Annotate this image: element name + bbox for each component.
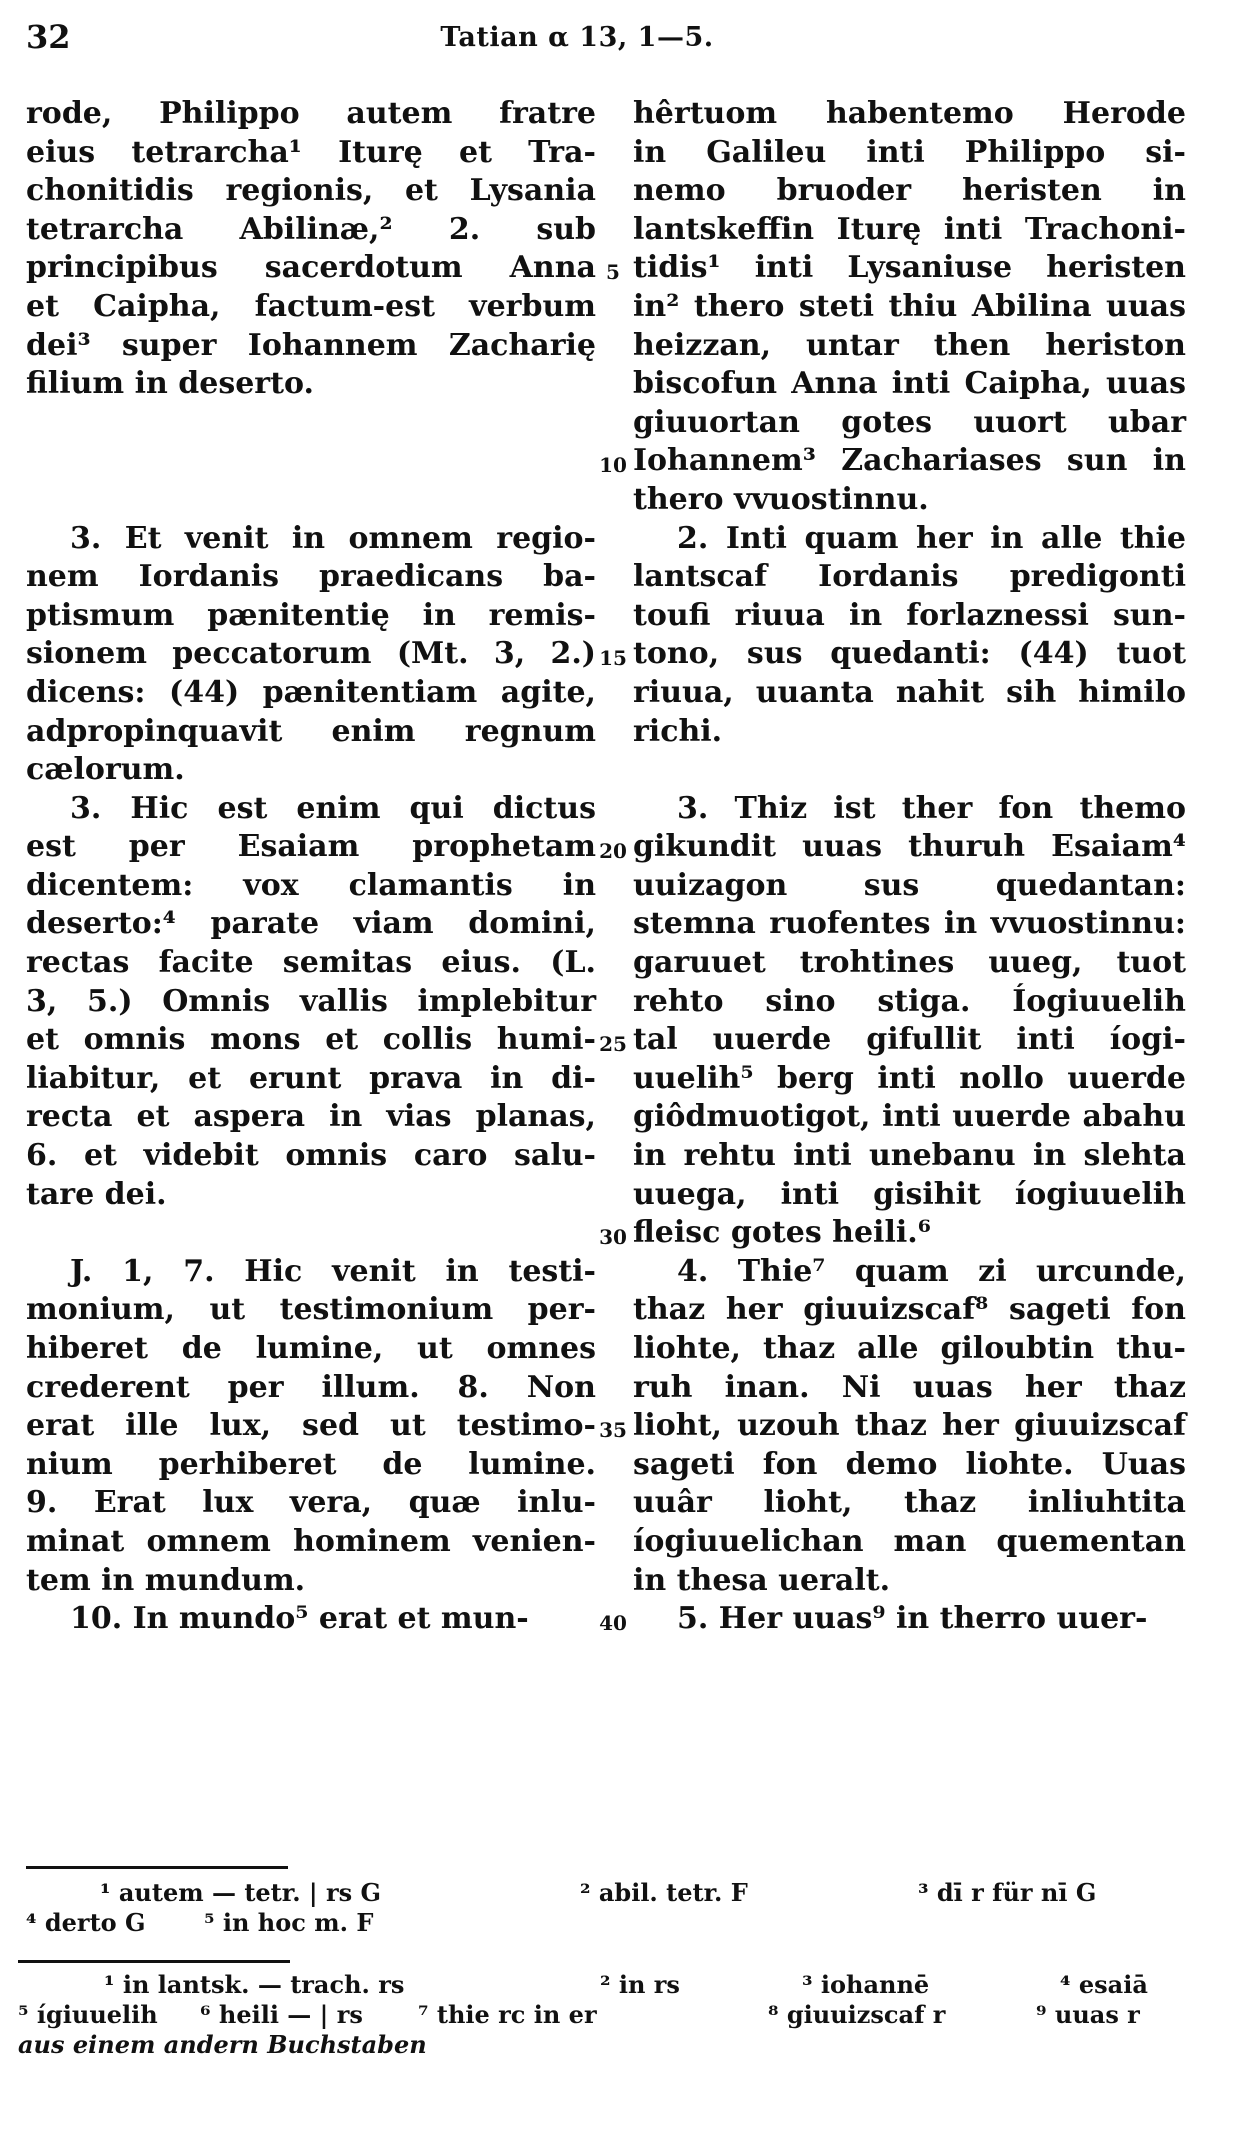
text-line: 3. Thiz ist ther fon themo	[677, 790, 1186, 826]
text-line: 10. In mundo⁵ erat et mun-	[70, 1601, 529, 1637]
text-line: ruh inan. Ni uuas her thaz	[633, 1369, 1186, 1405]
footnote: ⁴ derto G	[26, 1908, 146, 1937]
footnote: aus einem andern Buchstaben	[18, 2030, 427, 2059]
text-line: dei³ super Iohannem Zacharię	[26, 327, 596, 363]
footnote: ⁶ heili — | rs	[200, 2000, 363, 2029]
text-line: hiberet de lumine, ut omnes	[26, 1331, 596, 1366]
text-line: in Galileu inti Philippo si-	[633, 134, 1186, 170]
text-line: rode, Philippo autem fratre	[26, 96, 596, 131]
text-line	[26, 404, 596, 443]
footnote: ¹ in lantsk. — trach. rs	[104, 1970, 405, 1999]
line-number: 25	[599, 1032, 627, 1057]
footnote: ² abil. tetr. F	[580, 1878, 748, 1907]
text-line	[26, 481, 596, 520]
footnote: ⁹ uuas r	[1036, 2000, 1140, 2029]
text-line: giôdmuotigot, inti uuerde abahu	[633, 1099, 1186, 1135]
text-line: adpropinquavit enim regnum	[26, 713, 596, 749]
text-line: lioht, uzouh thaz her giuuizscaf	[633, 1408, 1186, 1444]
text-line: tidis¹ inti Lysaniuse heristen	[633, 250, 1186, 286]
text-line: lantskeffin Iturę inti Trachoni-	[633, 211, 1186, 247]
text-line: chonitidis regionis, et Lysania	[26, 173, 596, 209]
text-line: 4. Thie⁷ quam zi urcunde,	[677, 1253, 1186, 1289]
text-line: rehto sino stiga. Íogiuuelih	[633, 983, 1186, 1019]
text-line: lantscaf Iordanis predigonti	[633, 559, 1186, 595]
text-line: erat ille lux, sed ut testimo-	[26, 1408, 596, 1444]
text-line: 3, 5.) Omnis vallis implebitur	[26, 983, 596, 1019]
line-number: 20	[599, 839, 627, 864]
text-line: tem in mundum.	[26, 1562, 306, 1598]
running-head: Tatian α 13, 1—5.	[440, 22, 714, 53]
text-line: giuuortan gotes uuort ubar	[633, 404, 1186, 440]
line-number: 30	[599, 1225, 627, 1250]
text-line: tetrarcha Abilinæ,² 2. sub	[26, 211, 596, 247]
text-line: deserto:⁴ parate viam domini,	[26, 906, 596, 942]
line-number: 40	[599, 1611, 627, 1636]
text-line: thero vvuostinnu.	[633, 481, 929, 517]
text-line: riuua, uuanta nahit sih himilo	[633, 674, 1186, 710]
text-line: 9. Erat lux vera, quæ inlu-	[26, 1485, 596, 1521]
text-line: tare dei.	[26, 1176, 167, 1212]
text-line: principibus sacerdotum Anna	[26, 250, 596, 286]
text-line: rectas facite semitas eius. (L.	[26, 945, 596, 981]
latin-column	[26, 95, 596, 1639]
text-line: et Caipha, factum-est verbum	[26, 288, 596, 324]
text-line: est per Esaiam prophetam	[26, 829, 596, 865]
text-line: monium, ut testimonium per-	[26, 1292, 596, 1328]
line-number: 35	[599, 1418, 627, 1443]
text-line: liabitur, et erunt prava in di-	[26, 1060, 596, 1096]
text-line: nem Iordanis praedicans ba-	[26, 559, 596, 595]
text-line: thaz her giuuizscaf⁸ sageti fon	[633, 1292, 1186, 1328]
text-line: stemna ruofentes in vvuostinnu:	[633, 906, 1186, 942]
text-line: filium in deserto.	[26, 366, 314, 402]
text-line: fleisc gotes heili.⁶	[633, 1215, 931, 1251]
text-line: heizzan, untar then heriston	[633, 327, 1186, 363]
text-line: J. 1, 7. Hic venit in testi-	[70, 1253, 596, 1289]
footnote: ³ iohannē	[802, 1970, 930, 1999]
text-line: hêrtuom habentemo Herode	[633, 96, 1186, 131]
text-line: in² thero steti thiu Abilina uuas	[633, 288, 1186, 324]
text-line: sionem peccatorum (Mt. 3, 2.)	[26, 636, 596, 672]
text-line: 5. Her uuas⁹ in therro uuer-	[677, 1601, 1148, 1637]
footnote-rule-latin	[26, 1866, 288, 1869]
text-line	[26, 442, 596, 481]
text-line: tono, sus quedanti: (44) tuot	[633, 636, 1186, 672]
text-line: 3. Hic est enim qui dictus	[70, 790, 596, 826]
text-line: uuelih⁵ berg inti nollo uuerde	[633, 1060, 1186, 1096]
page-number: 32	[26, 18, 71, 56]
text-line: garuuet trohtines uueg, tuot	[633, 945, 1186, 981]
text-line: nemo bruoder heristen in	[633, 173, 1186, 209]
text-line: uuizagon sus quedantan:	[633, 867, 1186, 903]
text-line: sageti fon demo liohte. Uuas	[633, 1446, 1186, 1482]
text-line: Iohannem³ Zachariases sun in	[633, 443, 1186, 479]
text-line: uuega, inti gisihit íogiuuelih	[633, 1176, 1186, 1212]
text-line: ptismum pænitentię in remis-	[26, 597, 596, 633]
text-line: in thesa ueralt.	[633, 1562, 891, 1598]
text-line: richi.	[633, 713, 723, 749]
text-line: biscofun Anna inti Caipha, uuas	[633, 366, 1186, 402]
text-line: liohte, thaz alle giloubtin thu-	[633, 1331, 1186, 1366]
text-line: crederent per illum. 8. Non	[26, 1369, 596, 1405]
text-line: tal uuerde gifullit inti íogi-	[633, 1022, 1186, 1058]
text-line: 2. Inti quam her in alle thie	[677, 520, 1186, 556]
latin-footnotes	[0, 1878, 1244, 1948]
footnote: ³ dī r für nī G	[918, 1878, 1097, 1907]
line-number: 10	[599, 453, 627, 478]
text-line: in rehtu inti unebanu in slehta	[633, 1138, 1186, 1174]
old-high-german-column	[633, 95, 1186, 1639]
text-line: dicens: (44) pænitentiam agite,	[26, 674, 596, 710]
footnote: ⁸ giuuizscaf r	[768, 2000, 946, 2029]
text-line: toufi riuua in forlaznessi sun-	[633, 597, 1186, 633]
text-line	[633, 751, 1186, 790]
text-line: gikundit uuas thuruh Esaiam⁴	[633, 829, 1186, 865]
line-number: 5	[606, 260, 620, 285]
text-line: et omnis mons et collis humi-	[26, 1022, 596, 1058]
text-line	[26, 1214, 596, 1253]
footnote: ⁴ esaiā	[1060, 1970, 1148, 1999]
footnote-rule-ohg	[18, 1960, 290, 1963]
footnote: ¹ autem — tetr. | rs G	[100, 1878, 382, 1907]
text-line: dicentem: vox clamantis in	[26, 867, 596, 903]
text-line: 6. et videbit omnis caro salu-	[26, 1138, 596, 1174]
line-number: 15	[599, 646, 627, 671]
ohg-footnotes	[0, 1970, 1244, 2070]
text-line: 3. Et venit in omnem regio-	[70, 520, 596, 556]
text-line: íogiuuelichan man quementan	[633, 1523, 1186, 1559]
footnote: ⁷ thie rc in er	[418, 2000, 597, 2029]
text-line: minat omnem hominem venien-	[26, 1523, 596, 1559]
footnote: ⁵ in hoc m. F	[204, 1908, 374, 1937]
text-line: nium perhiberet de lumine.	[26, 1446, 596, 1482]
footnote: ⁵ ígiuuelih	[18, 2000, 158, 2029]
text-line: recta et aspera in vias planas,	[26, 1099, 596, 1135]
text-line: eius tetrarcha¹ Iturę et Tra-	[26, 134, 596, 170]
text-line: uuâr lioht, thaz inliuhtita	[633, 1485, 1186, 1521]
text-line: cælorum.	[26, 752, 185, 788]
footnote: ² in rs	[600, 1970, 680, 1999]
